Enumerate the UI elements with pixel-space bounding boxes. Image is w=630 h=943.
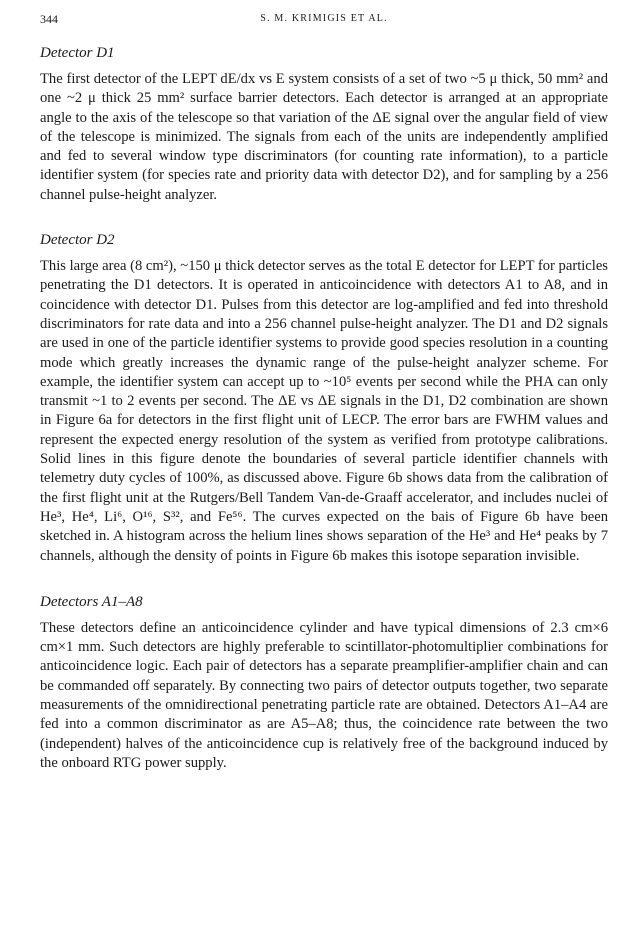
section-detector-d1 (40, 44, 608, 205)
running-title: S. M. KRIMIGIS ET AL. (260, 13, 388, 24)
section-detectors-a1-a8 (40, 593, 608, 773)
page-number: 344 (40, 12, 58, 26)
section-heading: Detectors A1–A8 (40, 593, 143, 610)
section-detector-d2 (40, 231, 608, 566)
section-paragraph: This large area (8 cm²), ~150 μ thick detector serves as the total E detector for LEPT for particles penetrating the D1 detectors. It is operated in anticoincidence with detectors A1 to A8, and in coincidence with detector D1. Pulses from this detector are log-amplified and fed into threshold discriminators for rate data and into a 256 channel pulse-height analyzer. The D1 and D2 signals are used in one of the particle identifier systems to provide good species resolution in a counting mode which greatly increases the dynamic range of the pulse-height analyzer scheme. For example, the identifier system can accept up to ~10⁵ events per second while the PHA can only transmit ~1 to 2 events per second. The ΔE vs ΔE signals in the D1, D2 combination are shown in Figure 6a for detectors in the first flight unit of LECP. The error bars are FWHM values and represent the expected energy resolution of the system as verified from prototype calibrations. Solid lines in this figure denote the boundaries of several particle identifier channels with telemetry duty cycles of 100%, as discussed above. Figure 6b shows data from the calibration of the first flight unit at the Rutgers/Bell Tandem Van-de-Graaff accelerator, and includes nuclei of He³, He⁴, Li⁶, O¹⁶, S³², and Fe⁵⁶. The curves expected on the bais of Figure 6b have been sketched in. A histogram across the helium lines shows separation of the He³ and He⁴ peaks by 7 channels, although the density of points in Figure 6b makes this isotope separation invisible. (40, 258, 608, 564)
document-page (40, 0, 608, 773)
section-paragraph: The first detector of the LEPT dE/dx vs E system consists of a set of two ~5 μ thick, 50 mm² and one ~2 μ thick 25 mm² surface barrier detectors. Each detector is arranged at an appropriate angle to the axis of the telescope so that variation of the ΔE signal over the angular field of view of the telescope is minimized. The signals from each of the units are independently amplified and fed to several window type discriminators (for counting rate information), to a particle identifier system (for species rate and priority data with detector D2), and for sampling by a 256 channel pulse-height analyzer. (40, 71, 608, 203)
section-heading: Detector D1 (40, 45, 115, 61)
section-paragraph: These detectors define an anticoincidence cylinder and have typical dimensions of 2.3 cm×6 cm×1 mm. Such detectors are highly preferable to scintillator-photomultiplier combinations for anticoincidence logic. Each pair of detectors has a separate preamplifier-amplifier chain and can be commanded off separately. By connecting two pairs of detector outputs together, two separate measurements of the omnidirectional penetrating particle rate are obtained. Detectors A1–A4 are fed into a common discriminator as are A5–A8; thus, the coincidence rate between the two (independent) halves of the anticoincidence cup is relatively free of the background induced by the onboard RTG power supply. (40, 619, 608, 771)
running-head (40, 6, 608, 36)
section-heading: Detector D2 (40, 232, 115, 249)
